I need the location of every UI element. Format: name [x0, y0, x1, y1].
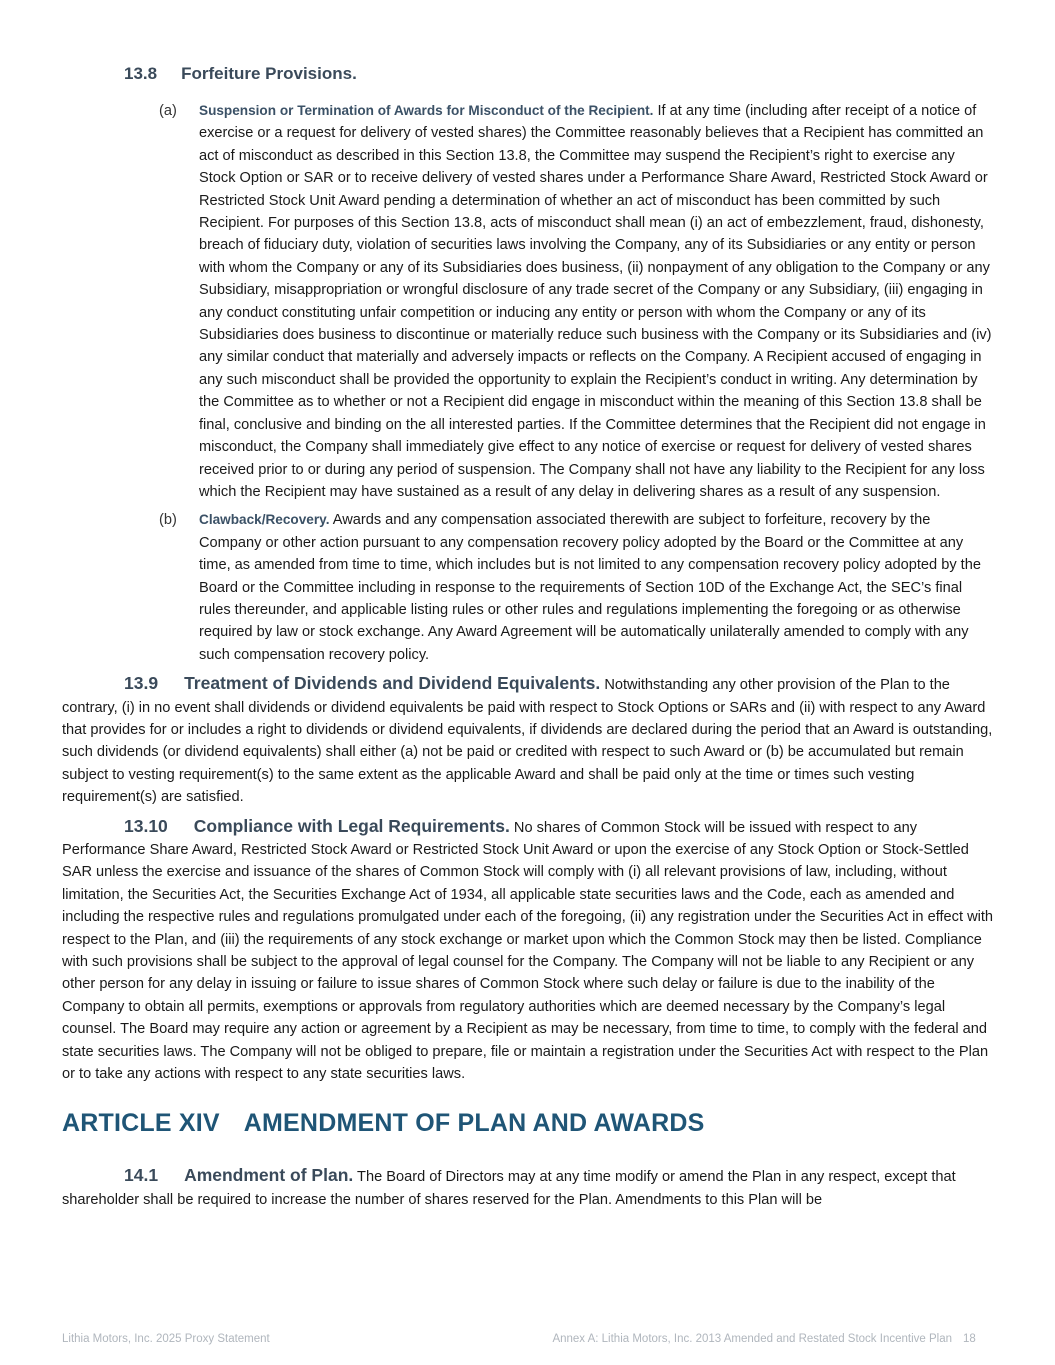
article-heading: [62, 1109, 994, 1138]
section-title: Compliance with Legal Requirements.: [193, 815, 510, 836]
article-title: AMENDMENT OF PLAN AND AWARDS: [243, 1109, 705, 1138]
section-13-8-heading: [124, 58, 994, 90]
subsection-text: Awards and any compensation associated therewith are subject to forfeiture, recovery by the Company or other action pursuant to any compensation recovery policy adopted by the Board or the Committee at any time, as amended from time to time, which includes but is not limited to any compensation recovery policy adopted by the Board or the Committee including in response to the requirements of Section 10D of the Exchange Act, the SEC’s final rules thereunder, and applicable listing rules or other rules and regulations implementing the foregoing or as otherwise required by law or stock exchange. Any Award Agreement will be automatically unilaterally amended to comply with any such compensation recovery policy.: [199, 512, 981, 663]
section-title: Forfeiture Provisions.: [181, 64, 357, 83]
section-text: The Board of Directors may at any time modify or amend the Plan in any respect, except that shareholder shall be required to increase the number of shares reserved for the Plan. Amendments to this Plan will be: [62, 1169, 956, 1208]
section-13-9: [62, 672, 994, 808]
section-number: 13.8: [124, 64, 158, 83]
section-text: Notwithstanding any other provision of the Plan to the contrary, (i) in no event shall dividends or dividend equivalents be paid with respect to Stock Options or SARs and (ii) with respect to any Award that provides for or includes a right to dividends or dividend equivalents, if dividends are declared during the period that an Award is outstanding, such dividends (or dividend equivalents) shall either (a) not be paid or credited with respect to such Award or (b) be accumulated but remain subject to vesting requirement(s) to the same extent as the applicable Award and shall be paid only at the time or times such vesting requirement(s) are satisfied.: [62, 677, 993, 806]
subsection-body: [199, 509, 994, 666]
subsection-heading: Suspension or Termination of Awards for Misconduct of the Recipient.: [199, 103, 654, 118]
subsection-heading: Clawback/Recovery.: [199, 512, 330, 528]
section-14-1: [62, 1164, 994, 1211]
section-title: Treatment of Dividends and Dividend Equivalents.: [184, 673, 601, 694]
subsection-label: (a): [159, 103, 177, 119]
section-number: 14.1: [124, 1165, 159, 1186]
footer-page-number: 18: [963, 1333, 976, 1345]
document-page: [62, 58, 994, 1217]
section-13-10: [62, 815, 994, 1086]
subsection-13-8-a: [159, 100, 994, 503]
section-number: 13.9: [124, 673, 159, 694]
subsection-body: [199, 100, 994, 503]
footer-document-title: Lithia Motors, Inc. 2025 Proxy Statement: [62, 1333, 270, 1345]
subsection-13-8-b: [159, 509, 994, 666]
article-number: ARTICLE XIV: [62, 1109, 220, 1138]
subsection-label: (b): [159, 512, 177, 529]
section-text: No shares of Common Stock will be issued with respect to any Performance Share Award, Restricted Stock Award or Restricted Stock Unit Award or upon the exercise of any Stock Option or Stock-Settled SAR unless the exercise and issuance of the shares of Common Stock will comply with (i) all relevant provisions of law, including, without limitation, the Securities Act, the Securities Exchange Act of 1934, all applicable state securities laws and the Code, each as amended and including the respective rules and regulations promulgated under each of the foregoing, (ii) any registration under the Securities Act in effect with respect to the Plan, and (iii) the requirements of any stock exchange or market upon which the Common Stock may then be listed. Compliance with such provisions shall be subject to the approval of legal counsel for the Company. The Company will not be liable to any Recipient or any other person for any delay in issuing or failure to issue shares of Common Stock where such delay or failure is due to the inability of the Company to obtain all permits, exemptions or approvals from regulatory authorities which are deemed necessary by the Company’s legal counsel. The Board may require any action or agreement by a Recipient as may be necessary, from time to time, to comply with the federal and state securities laws. The Company will not be obliged to prepare, file or maintain a registration under the Securities Act with respect to the Plan or to take any actions with respect to any state securities laws.: [62, 819, 994, 1083]
subsection-text: If at any time (including after receipt of a notice of exercise or a request for delivery of vested shares) the Committee reasonably believes that a Recipient has committed an act of misconduct as described in this Section 13.8, the Committee may suspend the Recipient’s right to exercise any Stock Option or SAR or to receive delivery of vested shares under a Performance Share Award, Restricted Stock Award or Restricted Stock Unit Award pending a determination of whether an act of misconduct has been committed by such Recipient. For purposes of this Section 13.8, acts of misconduct shall mean (i) an act of embezzlement, fraud, dishonesty, breach of fiduciary duty, violation of securities laws involving the Company, any of its Subsidiaries or any entity or person with whom the Company or any of its Subsidiaries does business, (ii) nonpayment of any obligation to the Company or any Subsidiary, misappropriation or wrongful disclosure of any trade secret of the Company or any Subsidiary, (iii) engaging in any conduct constituting unfair competition or inducing any entity or person with whom the Company or any of its Subsidiaries does business to discontinue or materially reduce such business with the Company or its Subsidiaries and (iv) any similar conduct that materially and adversely impacts or reflects on the Company. A Recipient accused of engaging in any such misconduct shall be provided the opportunity to explain the Recipient’s conduct in writing. Any determination by the Committee as to whether or not a Recipient did engage in misconduct within the meaning of this Section 13.8 shall be final, conclusive and binding on the all interested parties. If the Committee determines that the Recipient did not engage in misconduct, the Company shall immediately give effect to any notice of exercise or request for delivery of vested shares received prior to or during any period of suspension. The Company shall not have any liability to the Recipient for any loss which the Recipient may have sustained as a result of any delay in delivering shares as a result of any suspension.: [199, 103, 992, 500]
section-number: 13.10: [124, 815, 168, 836]
footer-annex-title: Annex A: Lithia Motors, Inc. 2013 Amended and Restated Stock Incentive Plan: [552, 1333, 952, 1345]
section-title: Amendment of Plan.: [184, 1165, 354, 1186]
